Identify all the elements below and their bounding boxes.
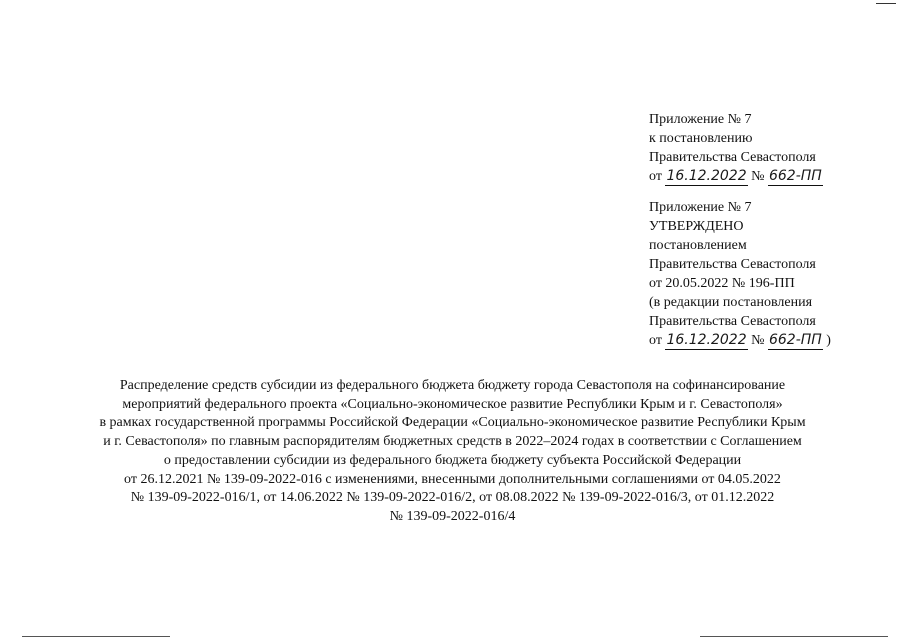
date-prefix: от (649, 333, 662, 348)
handwritten-date: 16.12.2022 (666, 332, 747, 348)
scan-edge-mark (700, 636, 888, 637)
number-sign: № (751, 333, 765, 348)
date-prefix: от (649, 169, 662, 184)
annex-title: Приложение № 7 (649, 112, 752, 127)
document-heading (60, 377, 845, 527)
handwritten-date: 16.12.2022 (666, 168, 747, 184)
heading-line: от 26.12.2021 № 139-09-2022-016 с изменениями, внесенными дополнительными соглашениями от 04.05.2022 (124, 471, 781, 487)
annex-original-block (649, 198, 831, 350)
heading-line: № 139-09-2022-016/4 (389, 508, 516, 524)
handwritten-number: 662-ПП (768, 332, 822, 348)
annex-current-block (649, 110, 823, 186)
annex-line: от 20.05.2022 № 196-ПП (649, 276, 795, 291)
heading-line: и г. Севастополя» по главным распорядителям бюджетных средств в 2022–2024 годах в соответствии с Соглашением (103, 434, 802, 450)
heading-line: Распределение средств субсидии из федерального бюджета бюджету города Севастополя на софинансирование (119, 378, 786, 393)
heading-line: мероприятий федерального проекта «Социально-экономическое развитие Республики Крым и г. Севастополя» (122, 396, 783, 412)
annex-title: Приложение № 7 (649, 200, 752, 215)
approved-label: УТВЕРЖДЕНО (649, 219, 744, 234)
heading-line: № 139-09-2022-016/1, от 14.06.2022 № 139-09-2022-016/2, от 08.08.2022 № 139-09-2022-016/3, от 01.12.2022 (130, 490, 775, 506)
scan-edge-mark (876, 3, 896, 4)
handwritten-number: 662-ПП (768, 168, 822, 184)
annex-line: Правительства Севастополя (649, 314, 816, 329)
annex-line: (в редакции постановления (649, 295, 813, 310)
scan-edge-mark (22, 636, 170, 637)
heading-line: в рамках государственной программы Российской Федерации «Социально-экономическое развитие Республики Крым (99, 415, 806, 431)
closing-paren: ) (826, 333, 831, 348)
annex-line: Правительства Севастополя (649, 257, 816, 272)
annex-date-line (649, 167, 823, 186)
heading-line: о предоставлении субсидии из федерального бюджета бюджету субъекта Российской Федерации (163, 452, 742, 468)
annex-date-line (649, 331, 831, 350)
annex-line: к постановлению (649, 131, 753, 146)
annex-line: постановлением (649, 238, 747, 253)
number-sign: № (751, 169, 765, 184)
annex-line: Правительства Севастополя (649, 150, 816, 165)
